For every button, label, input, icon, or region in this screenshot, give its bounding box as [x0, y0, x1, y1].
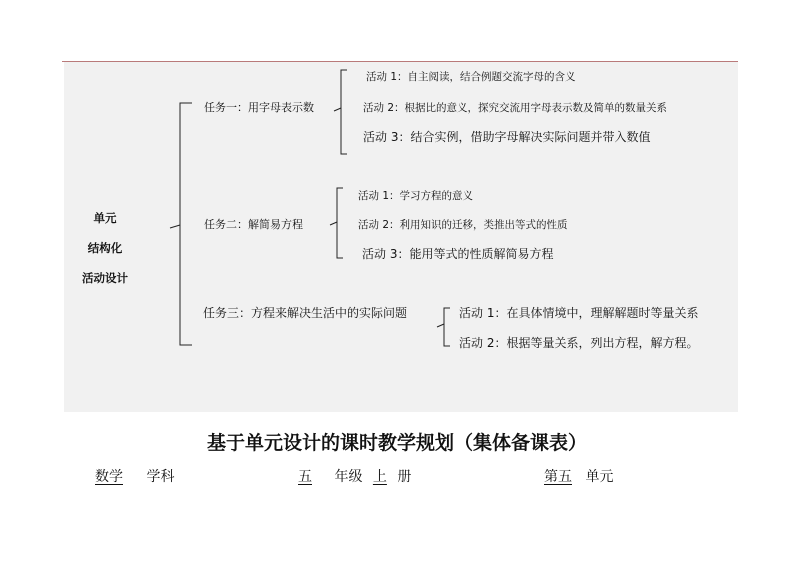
task2-bracket: [337, 188, 343, 258]
task-3-label: 任务三：方程来解决生活中的实际问题: [203, 306, 408, 320]
task3-bracket: [444, 308, 450, 346]
unit-structure-label: [70, 203, 140, 293]
task1-bracket: [341, 70, 347, 154]
unit-label: 单元: [585, 469, 614, 485]
task-1-activity-2: 活动 2：根据比的意义，探究交流用字母表示数及简单的数量关系: [363, 102, 668, 114]
task-2-activity-2: 活动 2：利用知识的迁移，类推出等式的性质: [358, 219, 568, 231]
subject-label: 学科: [146, 469, 175, 485]
unit-line-3: 活动设计: [82, 271, 128, 285]
volume-value: 上: [372, 469, 387, 485]
grade-field: [280, 466, 411, 486]
volume-label: 册: [397, 469, 412, 485]
subject-value: 数学: [95, 469, 123, 485]
main-bracket: [180, 103, 192, 345]
task-1-label: 任务一：用字母表示数: [204, 101, 314, 114]
grade-label: 年级: [334, 469, 363, 485]
subject-field: [76, 466, 174, 486]
unit-value: 第五: [544, 469, 572, 485]
unit-field: [535, 466, 613, 486]
task-3-activity-1: 活动 1：在具体情境中，理解解题时等量关系: [459, 306, 699, 320]
task-1-activity-1: 活动 1：自主阅读，结合例题交流字母的含义: [366, 71, 576, 83]
task-2-activity-1: 活动 1：学习方程的意义: [358, 190, 474, 202]
task-2-label: 任务二：解简易方程: [204, 218, 303, 231]
task-3-activity-2: 活动 2：根据等量关系，列出方程，解方程。: [459, 336, 699, 350]
task-2-activity-3: 活动 3：能用等式的性质解简易方程: [362, 247, 554, 261]
unit-line-1: 单元: [93, 211, 117, 225]
page-title: 基于单元设计的课时教学规划（集体备课表）: [206, 432, 587, 454]
unit-line-2: 结构化: [87, 241, 123, 255]
grade-value: 五: [298, 469, 312, 485]
task-1-activity-3: 活动 3：结合实例，借助字母解决实际问题并带入数值: [363, 130, 651, 144]
